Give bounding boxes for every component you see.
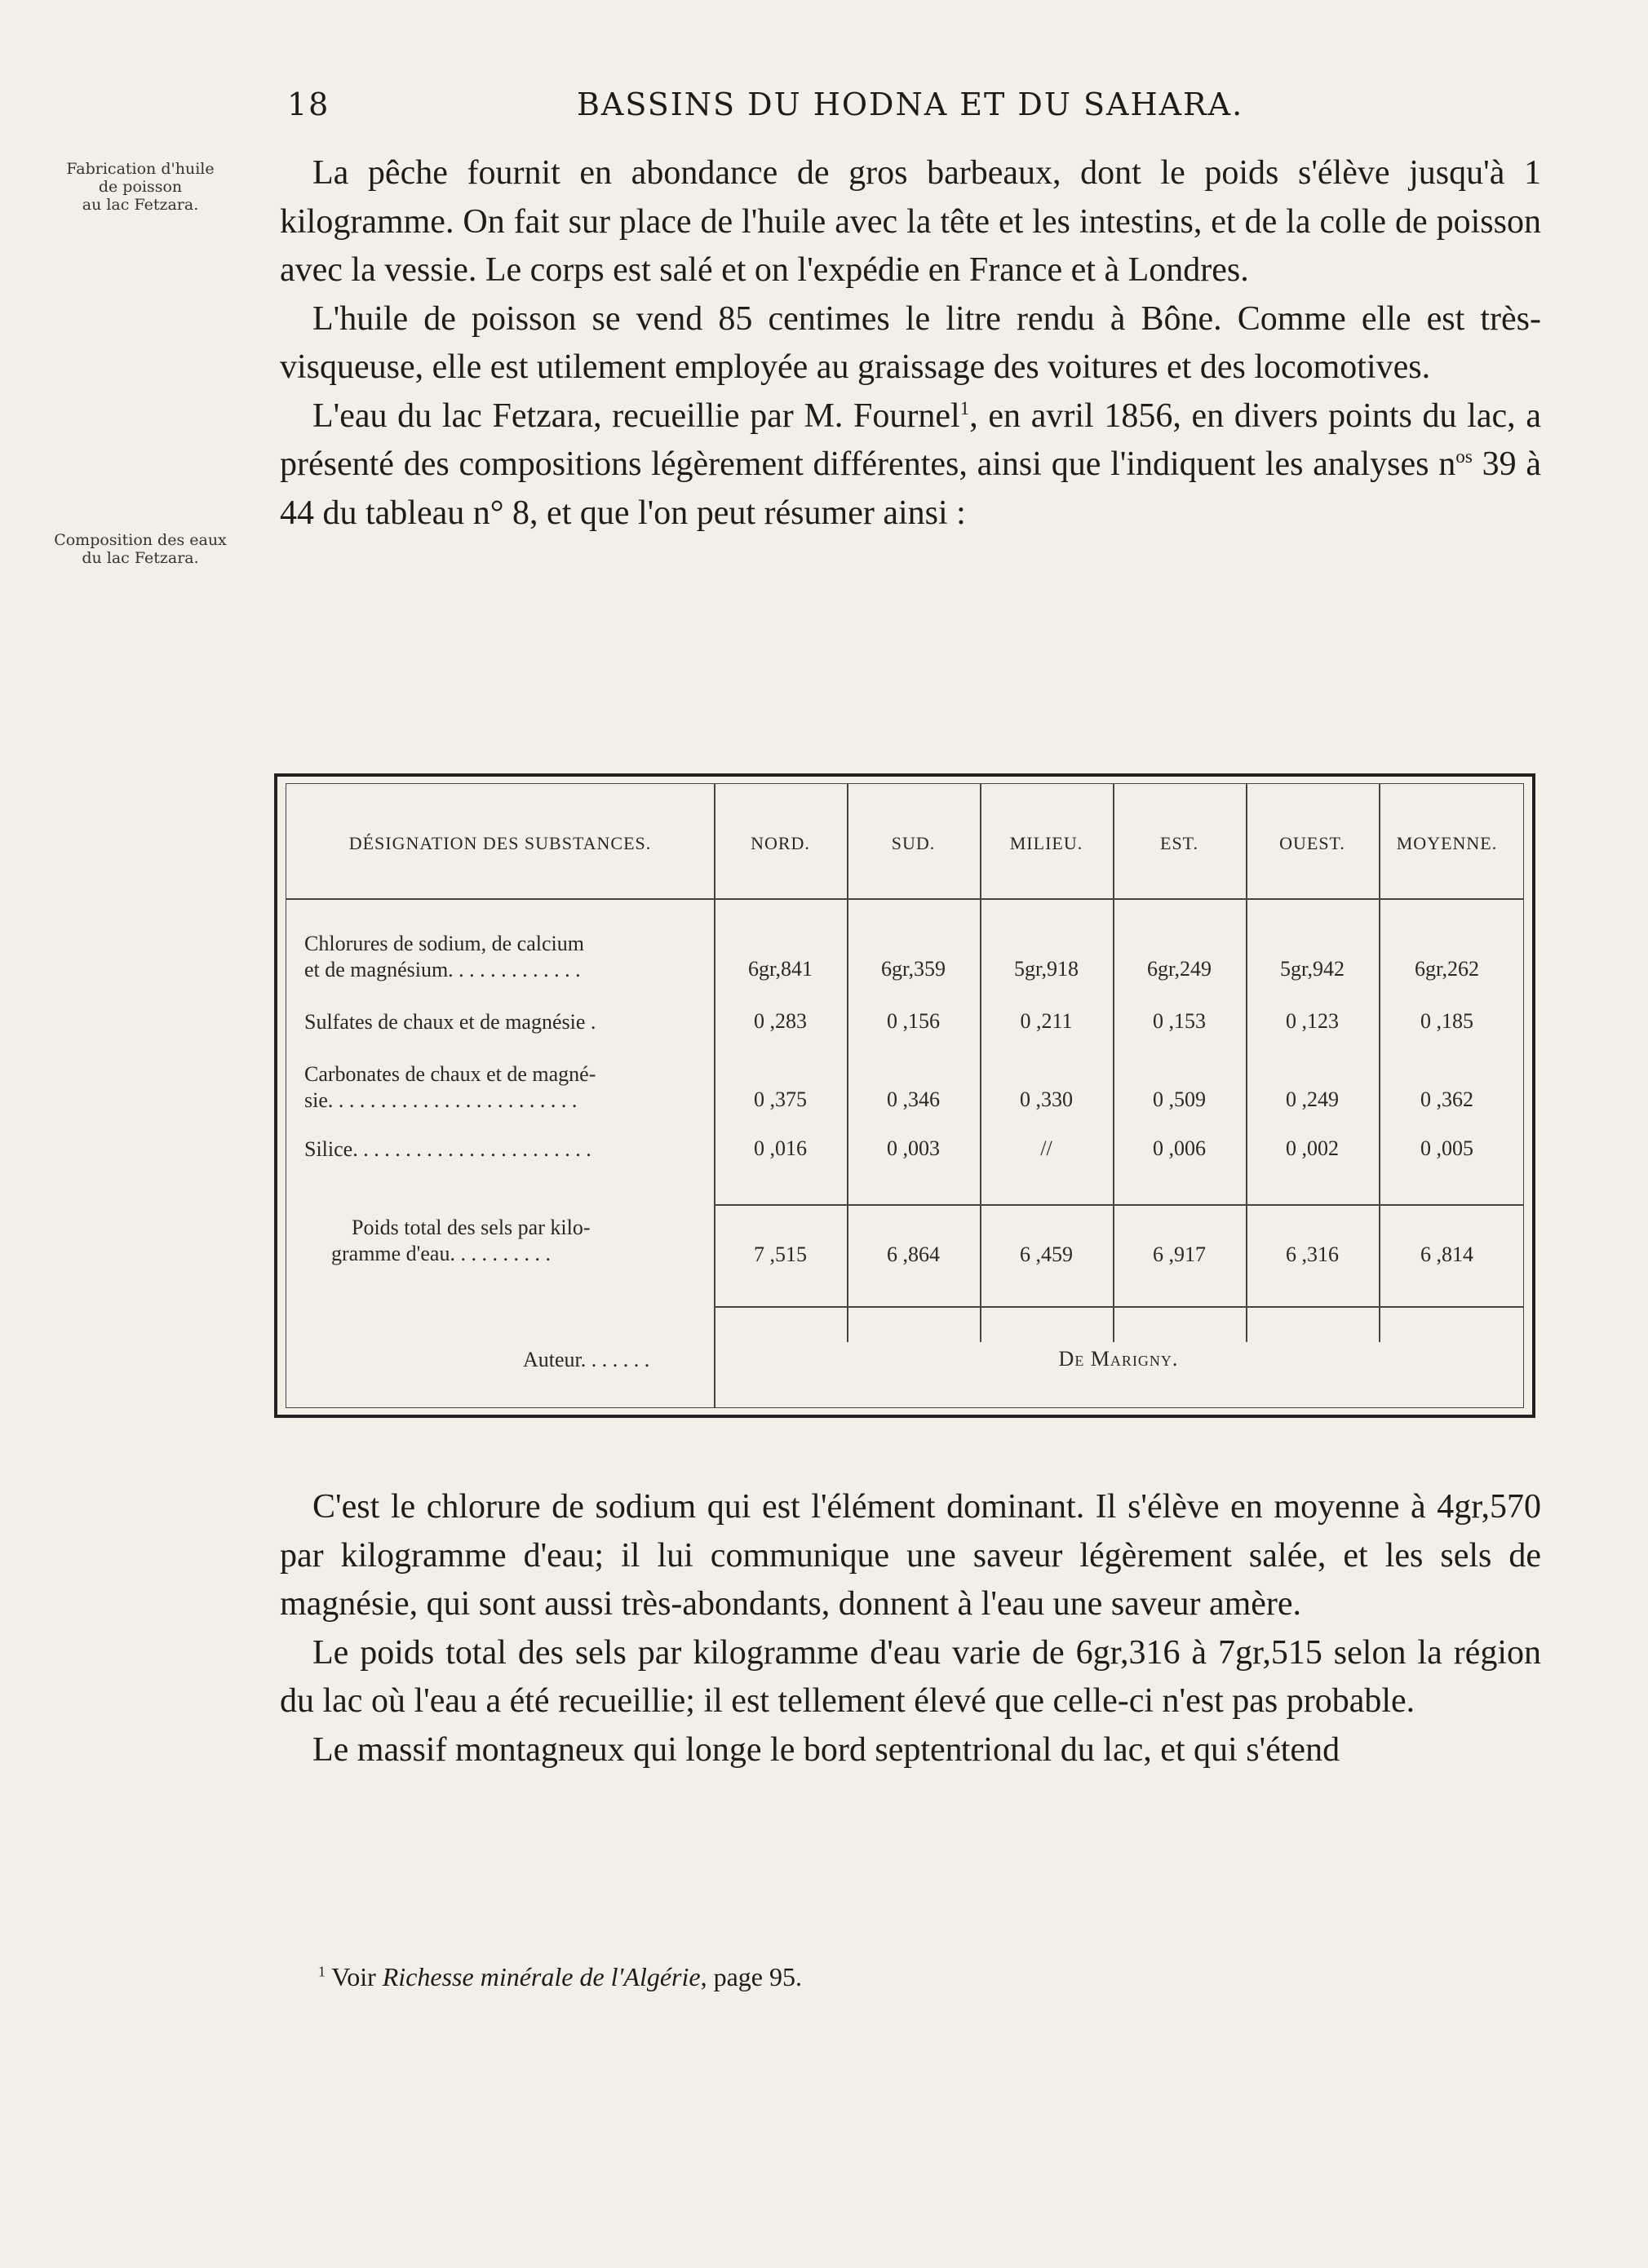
row-label-chlorures [304,931,712,983]
label-line: sie. . . . . . . . . . . . . . . . . . . . . . . . [304,1088,578,1112]
header-sud: SUD. [891,833,936,853]
paragraph-chlorure: C'est le chlorure de sodium qui est l'élément dominant. Il s'élève en moyenne à 4gr,570 par kilogramme d'eau; il lui communique une saveur légèrement salée, et les sels de magnésie, qui sont aussi très-abondants, donnent à l'eau une saveur amère. [280,1488,1541,1623]
margin-note-line: Composition des eaux [54,531,227,549]
label-line: gramme d'eau. . . . . . . . . . [331,1242,551,1265]
text: , en avril 1856, en divers points du lac, a présenté des compositions légèrement différentes, ainsi que l'indiquent les analyses n [280,396,1541,483]
cell-silice-sud: 0 ,003 [887,1136,940,1160]
superscript: os [1455,445,1473,467]
analysis-table [274,773,1535,1418]
header-designation: DÉSIGNATION DES SUBSTANCES. [348,833,652,853]
cell-sulfates-moyenne: 0 ,185 [1420,1009,1473,1033]
footnote-prefix: Voir [331,1962,383,1991]
total-rule [714,1204,1523,1206]
footnote-suffix: , page 95. [700,1962,802,1991]
cell-carbonates-milieu: 0 ,330 [1020,1087,1073,1111]
upper-text [280,149,1541,538]
label-line: Sulfates de chaux et de magnésie . [304,1010,596,1034]
cell-sulfates-milieu: 0 ,211 [1020,1009,1073,1033]
cell-total-est: 6 ,917 [1153,1243,1206,1266]
cell-silice-est: 0 ,006 [1153,1136,1206,1160]
cell-chlorures-nord: 6gr,841 [747,957,813,981]
row-label-carbonates [304,1061,712,1114]
cell-chlorures-ouest: 5gr,942 [1279,957,1345,981]
margin-note-fish-oil [34,160,246,214]
margin-note-line: du lac Fetzara. [82,549,199,567]
row-label-silice [304,1136,712,1163]
cell-carbonates-nord: 0 ,375 [754,1087,807,1111]
cell-sulfates-sud: 0 ,156 [887,1009,940,1033]
cell-total-sud: 6 ,864 [887,1243,940,1266]
text: L'eau du lac Fetzara, recueillie par M. Fournel [312,396,960,435]
lower-text [280,1483,1541,1774]
header-ouest: OUEST. [1279,833,1345,853]
header-nord: NORD. [751,833,810,853]
label-line: Silice. . . . . . . . . . . . . . . . . . . . . . . [304,1137,591,1161]
page-number: 18 [287,86,330,122]
label-line: Carbonates de chaux et de magné- [304,1062,596,1086]
cell-chlorures-moyenne: 6gr,262 [1414,957,1480,981]
paragraph-lake-water [280,392,1541,538]
header-est: EST. [1160,833,1198,853]
margin-note-line: Fabrication d'huile [66,160,215,178]
cell-silice-moyenne: 0 ,005 [1420,1136,1473,1160]
header-milieu: MILIEU. [1009,833,1083,853]
margin-note-line: au lac Fetzara. [82,196,199,214]
header-moyenne: MOYENNE. [1396,833,1498,853]
running-title: BASSINS DU HODNA ET DU SAHARA. [577,86,1244,122]
cell-silice-nord: 0 ,016 [754,1136,807,1160]
cell-chlorures-sud: 6gr,359 [880,957,946,981]
cell-total-milieu: 6 ,459 [1020,1243,1073,1266]
paragraph-total-weight: Le poids total des sels par kilogramme d'eau varie de 6gr,316 à 7gr,515 selon la région du lac où l'eau a été recueillie; il est tellement élevé que celle-ci n'est pas probable. [280,1633,1541,1720]
cell-sulfates-ouest: 0 ,123 [1286,1009,1339,1033]
author-rule [714,1306,1523,1308]
cell-sulfates-nord: 0 ,283 [754,1009,807,1033]
cell-chlorures-milieu: 5gr,918 [1013,957,1079,981]
cell-silice-ouest: 0 ,002 [1286,1136,1339,1160]
cell-sulfates-est: 0 ,153 [1153,1009,1206,1033]
cell-silice-milieu: // [1040,1136,1052,1160]
header-rule [286,898,1523,900]
paragraph-massif: Le massif montagneux qui longe le bord septentrional du lac, et qui s'étend [312,1730,1340,1769]
table-frame [286,783,1524,1408]
cell-total-ouest: 6 ,316 [1286,1243,1339,1266]
footnote-title: Richesse minérale de l'Algérie [382,1962,701,1991]
cell-total-nord: 7 ,515 [754,1243,807,1266]
label-line: Chlorures de sodium, de calcium [304,932,584,955]
label-line: et de magnésium. . . . . . . . . . . . . [304,958,581,981]
paragraph-fishing: La pêche fournit en abondance de gros barbeaux, dont le poids s'élève jusqu'à 1 kilogramme. On fait sur place de l'huile avec la tête et les intestins, et de la colle de poisson avec la vessie. Le corps est salé et on l'expédie en France et à Londres. [280,154,1541,289]
cell-carbonates-moyenne: 0 ,362 [1420,1087,1473,1111]
cell-carbonates-ouest: 0 ,249 [1286,1087,1339,1111]
cell-chlorures-est: 6gr,249 [1146,957,1212,981]
footnote [318,1962,802,1992]
text: 39 à 44 du tableau n° 8, et que l'on peut résumer ainsi : [280,445,1541,532]
cell-carbonates-est: 0 ,509 [1153,1087,1206,1111]
paragraph-fish-oil: L'huile de poisson se vend 85 centimes le litre rendu à Bône. Comme elle est très-visqueuse, elle est utilement employée au graissage des voitures et des locomotives. [280,299,1541,386]
row-label-author: Auteur. . . . . . . [523,1348,650,1371]
margin-note-water-composition [34,531,246,567]
cell-carbonates-sud: 0 ,346 [887,1087,940,1111]
row-label-sulfates [304,1009,712,1035]
label-line: Poids total des sels par kilo- [352,1216,591,1239]
footnote-ref: 1 [959,396,970,419]
row-label-total [331,1215,702,1267]
margin-note-line: de poisson [98,178,183,196]
footnote-marker: 1 [318,1963,326,1980]
cell-author: De Marigny. [1058,1347,1179,1371]
cell-total-moyenne: 6 ,814 [1420,1243,1473,1266]
